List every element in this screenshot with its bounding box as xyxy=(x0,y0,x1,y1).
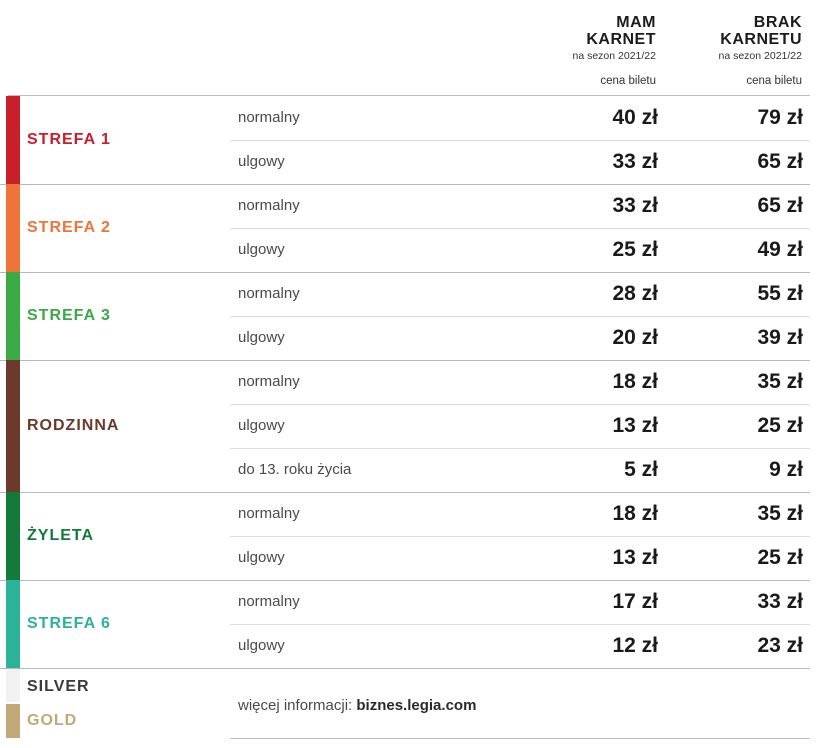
price-brak-karnetu: 25 zł xyxy=(757,414,803,437)
zone-name-gold: GOLD xyxy=(27,712,78,729)
price-brak-karnetu: 79 zł xyxy=(757,106,803,129)
zone-name-silver: SILVER xyxy=(27,678,90,695)
zone-block xyxy=(0,184,810,273)
price-mam-karnet: 13 zł xyxy=(612,414,658,437)
price-brak-karnetu: 23 zł xyxy=(757,634,803,657)
zone-name: STREFA 6 xyxy=(27,615,111,632)
zone-color-bar xyxy=(6,96,20,184)
column-title-line1: BRAK xyxy=(753,14,802,31)
table-row xyxy=(230,316,810,360)
ticket-type-label: normalny xyxy=(238,505,300,522)
zone-block xyxy=(0,360,810,493)
table-row xyxy=(230,492,810,537)
price-brak-karnetu: 33 zł xyxy=(757,590,803,613)
column-title-line2: KARNET xyxy=(586,31,656,48)
more-info-prefix: więcej informacji: xyxy=(238,697,353,714)
price-mam-karnet: 25 zł xyxy=(612,238,658,261)
price-brak-karnetu: 55 zł xyxy=(757,282,803,305)
column-header-mam-karnet xyxy=(573,14,657,87)
zone-block xyxy=(0,580,810,669)
zone-name: RODZINNA xyxy=(27,417,120,434)
zone-name: STREFA 2 xyxy=(27,219,111,236)
table-row xyxy=(230,404,810,449)
ticket-type-label: ulgowy xyxy=(238,241,285,258)
price-brak-karnetu: 9 zł xyxy=(769,458,803,481)
table-row xyxy=(230,272,810,317)
more-info-link[interactable]: biznes.legia.com xyxy=(356,697,477,714)
price-brak-karnetu: 35 zł xyxy=(757,370,803,393)
price-mam-karnet: 18 zł xyxy=(612,502,658,525)
table-row xyxy=(230,96,810,141)
ticket-type-label: ulgowy xyxy=(238,417,285,434)
table-row xyxy=(230,140,810,184)
gold-color-bar xyxy=(6,704,20,738)
ticket-type-label: normalny xyxy=(238,109,300,126)
column-caption: cena biletu xyxy=(746,75,802,87)
zone-color-bar xyxy=(6,580,20,668)
price-brak-karnetu: 35 zł xyxy=(757,502,803,525)
price-brak-karnetu: 25 zł xyxy=(757,546,803,569)
table-row xyxy=(230,580,810,625)
price-brak-karnetu: 49 zł xyxy=(757,238,803,261)
price-mam-karnet: 18 zł xyxy=(612,370,658,393)
ticket-type-label: do 13. roku życia xyxy=(238,461,352,478)
table-row xyxy=(230,184,810,229)
zone-block xyxy=(0,272,810,361)
zone-name: STREFA 3 xyxy=(27,307,111,324)
zone-color-bar xyxy=(6,184,20,272)
price-mam-karnet: 40 zł xyxy=(612,106,658,129)
more-info-text xyxy=(238,697,476,714)
column-header-brak-karnetu xyxy=(719,14,803,87)
price-mam-karnet: 28 zł xyxy=(612,282,658,305)
price-mam-karnet: 33 zł xyxy=(612,150,658,173)
zone-color-bar xyxy=(6,360,20,492)
price-mam-karnet: 17 zł xyxy=(612,590,658,613)
table-row xyxy=(230,228,810,272)
zone-color-bar xyxy=(6,492,20,580)
zone-block xyxy=(0,492,810,581)
ticket-type-label: normalny xyxy=(238,285,300,302)
price-mam-karnet: 13 zł xyxy=(612,546,658,569)
zone-color-bar xyxy=(6,272,20,360)
table-row xyxy=(230,448,810,492)
column-caption: cena biletu xyxy=(600,75,656,87)
table-row xyxy=(230,624,810,668)
price-brak-karnetu: 65 zł xyxy=(757,150,803,173)
ticket-type-label: normalny xyxy=(238,197,300,214)
ticket-type-label: ulgowy xyxy=(238,153,285,170)
ticket-type-label: normalny xyxy=(238,593,300,610)
price-mam-karnet: 12 zł xyxy=(612,634,658,657)
ticket-type-label: ulgowy xyxy=(238,637,285,654)
column-season: na sezon 2021/22 xyxy=(572,50,656,62)
zone-name: ŻYLETA xyxy=(27,527,95,544)
zone-block xyxy=(0,96,810,185)
ticket-type-label: normalny xyxy=(238,373,300,390)
zone-name: STREFA 1 xyxy=(27,131,111,148)
column-season: na sezon 2021/22 xyxy=(718,50,802,62)
column-title-line2: KARNETU xyxy=(720,31,802,48)
table-row xyxy=(230,360,810,405)
price-mam-karnet: 20 zł xyxy=(612,326,658,349)
table-row xyxy=(230,536,810,580)
silver-color-bar xyxy=(6,669,20,702)
price-mam-karnet: 5 zł xyxy=(624,458,658,481)
ticket-type-label: ulgowy xyxy=(238,549,285,566)
ticket-type-label: ulgowy xyxy=(238,329,285,346)
bottom-divider xyxy=(230,738,810,739)
price-brak-karnetu: 39 zł xyxy=(757,326,803,349)
price-brak-karnetu: 65 zł xyxy=(757,194,803,217)
price-mam-karnet: 33 zł xyxy=(612,194,658,217)
column-title-line1: MAM xyxy=(616,14,656,31)
